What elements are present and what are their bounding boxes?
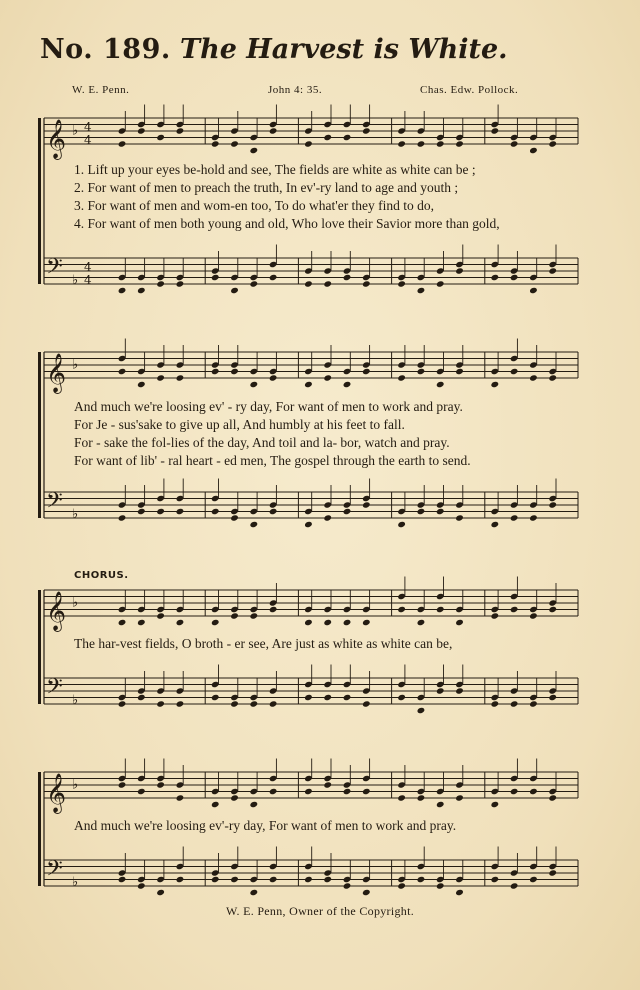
system-2-bass-notehead [436,508,445,515]
system-3-bass-notehead [323,694,332,701]
system-1-treble-notehead [323,134,332,141]
system-3-bass-notehead [491,700,500,707]
system-3-treble-notehead [397,606,406,613]
system-2-treble-notehead [455,368,464,375]
system-3-treble-notehead [417,619,426,626]
system-4-treble-notehead [118,781,127,788]
system-3-flat-sign: ♭ [72,595,79,611]
system-2-bass-notehead [269,508,278,515]
author-credit: Chas. Edw. Pollock. [420,84,519,96]
system-4-bass-notehead [510,882,519,889]
system-3-treble-notehead [118,619,127,626]
system-3-bass-notehead [211,694,220,701]
system-2-bass-notehead [156,508,165,515]
system-2-treble-notehead [323,374,332,381]
system-4-treble-notehead [323,781,332,788]
system-3-treble-notehead [230,612,239,619]
system-2-flat-sign: ♭ [72,357,79,373]
system-4-bass-clef: 𝄢 [46,856,63,887]
system-1-bass-notehead [417,287,426,294]
system-1-treble-notehead [529,147,538,154]
system-2-treble-notehead [118,368,127,375]
system-3-bass-notehead [304,694,313,701]
system-1-bass-notehead [269,274,278,281]
system-1-treble-notehead [491,127,500,134]
system-3-treble-notehead [250,612,259,619]
system-2-treble-clef: 𝄞 [46,353,67,393]
system-4-flat-sign: ♭ [72,875,79,890]
system-3-treble-notehead [362,619,371,626]
system-1-bass-notehead [156,280,165,287]
system-1-bass-notehead [529,287,538,294]
system-4-treble-notehead [548,794,557,801]
system-2-treble-notehead [230,368,239,375]
system-4-treble-notehead [250,801,259,808]
system-2-treble-notehead [211,368,220,375]
system-1-bass-notehead [491,274,500,281]
system-4-treble-notehead [156,781,165,788]
system-4-bass-notehead [417,876,426,883]
system-1-treble-notehead [230,140,239,147]
system-3-bass-notehead [137,694,146,701]
system-2-bass-notehead [491,521,500,528]
system-2-treble-notehead [417,368,426,375]
verse-3-line-1: 3. For want of men and wom-en too, To do what'er they find to do, [74,198,435,213]
system-1-bass-clef: 𝄢 [46,254,63,285]
system-4-treble-notehead [491,801,500,808]
system-1-treble-notehead [211,140,220,147]
system-4-treble-notehead [269,788,278,795]
system-1-bass-notehead [230,287,239,294]
system-1-treble-notehead [362,127,371,134]
system-4-bass-notehead [455,889,464,896]
composer-credit: W. E. Penn. [72,84,130,96]
system-3-bass-clef: 𝄢 [46,674,63,705]
system-1-bass-notehead [436,280,445,287]
system-2-treble-notehead [397,374,406,381]
system-2-treble-notehead [343,381,352,388]
system-4-bass-notehead [436,882,445,889]
system-2-treble-notehead [510,368,519,375]
system-4-bass-notehead [250,889,259,896]
system-4-bass-notehead [362,889,371,896]
system-2-bass-notehead [417,508,426,515]
system-3-bass-notehead [362,700,371,707]
verse-1-line-1: 1. Lift up your eyes be-hold and see, The fields are white as white can be ; [74,162,476,177]
hymn-number: No. 189. [40,34,171,65]
system-3-brace [38,590,41,704]
system-4-bass-notehead [397,882,406,889]
system-2-bass-notehead [230,514,239,521]
system-1-bass-notehead [211,274,220,281]
system-1-treble-notehead [397,140,406,147]
system-2-brace [38,352,41,518]
system-2-treble-notehead [269,374,278,381]
system-4-treble-notehead [211,801,220,808]
system-3-bass-notehead [118,700,127,707]
verse-2-line-2: For Je - sus'sake to give up all, And humbly at his feet to fall. [74,417,405,432]
system-1-flat-sign: ♭ [72,273,79,288]
copyright-notice: W. E. Penn, Owner of the Copyright. [225,904,415,918]
system-2-bass-notehead [362,501,371,508]
system-4-treble-clef: 𝄞 [46,773,67,813]
system-3-treble-notehead [548,606,557,613]
system-1-brace [38,118,41,284]
system-1-treble-notehead [548,140,557,147]
system-1-treble-notehead [510,140,519,147]
system-1-time-signature: 4 [84,260,92,274]
system-2-bass-notehead [211,508,220,515]
system-3-bass-notehead [397,694,406,701]
system-4-treble-notehead [510,788,519,795]
system-1-bass-notehead [362,280,371,287]
hymn-title: The Harvest is White. [180,34,508,65]
system-2-treble-notehead [250,381,259,388]
system-2-bass-notehead [323,514,332,521]
chorus-lyric-line: The har-vest fields, O broth - er see, Are just as white as white can be, [74,636,453,651]
system-1-bass-notehead [548,267,557,274]
system-2-treble-notehead [304,381,313,388]
system-4-flat-sign: ♭ [72,777,79,793]
system-4-brace [38,772,41,886]
system-3-treble-notehead [211,619,220,626]
system-1-bass-notehead [137,287,146,294]
system-3-treble-notehead [343,619,352,626]
system-2-treble-notehead [362,368,371,375]
system-3-treble-notehead [156,612,165,619]
system-4-bass-notehead [529,876,538,883]
system-3-bass-notehead [548,694,557,701]
system-2-flat-sign: ♭ [72,507,79,522]
system-1-bass-notehead [397,280,406,287]
system-1-treble-notehead [250,147,259,154]
system-2-bass-notehead [529,514,538,521]
system-1-bass-notehead [323,280,332,287]
system-3-bass-notehead [250,700,259,707]
verse-4-line-1: 4. For want of men both young and old, Who love their Savior more than gold, [74,216,500,231]
system-2-bass-notehead [343,508,352,515]
system-1-bass-notehead [510,274,519,281]
system-1-time-signature: 4 [84,120,92,134]
final-lyric-line: And much we're loosing ev'-ry day, For want of men to work and pray. [74,818,457,833]
system-2-bass-notehead [397,521,406,528]
system-2-treble-notehead [156,374,165,381]
system-3-bass-notehead [436,687,445,694]
system-2-bass-notehead [118,514,127,521]
system-1-treble-clef: 𝄞 [46,119,67,159]
system-4-treble-notehead [343,788,352,795]
system-3-flat-sign: ♭ [72,693,79,708]
system-4-treble-notehead [176,794,185,801]
verse-4-line-2: For want of lib' - ral heart - ed men, The gospel through the earth to send. [74,453,471,468]
system-3-treble-notehead [510,606,519,613]
system-1-treble-notehead [343,134,352,141]
verse-1-line-2: And much we're loosing ev' - ry day, For want of men to work and pray. [74,399,463,414]
system-3-bass-notehead [176,700,185,707]
system-4-treble-notehead [137,788,146,795]
system-4-bass-notehead [304,876,313,883]
system-4-treble-notehead [304,788,313,795]
system-4-treble-notehead [455,794,464,801]
system-3-bass-notehead [529,700,538,707]
system-3-bass-notehead [343,694,352,701]
system-3-treble-notehead [436,606,445,613]
system-3-treble-notehead [304,619,313,626]
system-3-bass-notehead [269,700,278,707]
system-2-bass-notehead [137,508,146,515]
system-1-treble-notehead [137,127,146,134]
system-1-bass-notehead [304,280,313,287]
system-4-bass-notehead [137,882,146,889]
system-2-bass-notehead [510,514,519,521]
system-2-treble-notehead [137,381,146,388]
system-2-treble-notehead [529,374,538,381]
system-1-treble-notehead [156,134,165,141]
system-3-treble-notehead [137,619,146,626]
system-1-treble-notehead [269,127,278,134]
system-2-treble-notehead [176,374,185,381]
system-2-bass-notehead [176,508,185,515]
system-3-treble-clef: 𝄞 [46,591,67,631]
system-3-bass-notehead [156,700,165,707]
system-4-bass-notehead [156,889,165,896]
system-1-treble-notehead [118,140,127,147]
system-4-treble-notehead [436,801,445,808]
system-3-bass-notehead [510,700,519,707]
system-4-bass-notehead [118,876,127,883]
system-4-treble-notehead [362,788,371,795]
system-4-bass-notehead [230,876,239,883]
system-2-bass-clef: 𝄢 [46,488,63,519]
system-2-treble-notehead [436,381,445,388]
system-3-treble-notehead [455,619,464,626]
system-1-treble-notehead [436,140,445,147]
system-1-treble-notehead [176,127,185,134]
system-1-treble-notehead [455,140,464,147]
system-4-treble-notehead [529,788,538,795]
system-3-treble-notehead [269,606,278,613]
system-1-treble-notehead [304,140,313,147]
system-3-bass-notehead [230,700,239,707]
system-3-treble-notehead [323,619,332,626]
system-1-bass-notehead [118,287,127,294]
system-1-bass-notehead [250,280,259,287]
verse-2-line-1: 2. For want of men to preach the truth, In ev'-ry land to age and youth ; [74,180,459,195]
system-2-bass-notehead [455,514,464,521]
system-2-bass-notehead [250,521,259,528]
system-3-treble-notehead [529,612,538,619]
system-4-treble-notehead [397,794,406,801]
system-3-bass-notehead [417,707,426,714]
system-1-bass-notehead [343,274,352,281]
system-1-treble-notehead [417,140,426,147]
system-2-bass-notehead [304,521,313,528]
system-1-flat-sign: ♭ [72,123,79,139]
verse-3-line-2: For - sake the fol-lies of the day, And toil and la- bor, watch and pray. [74,435,450,450]
system-4-bass-notehead [548,869,557,876]
system-1-bass-notehead [455,267,464,274]
system-4-treble-notehead [417,794,426,801]
system-2-treble-notehead [491,381,500,388]
system-4-bass-notehead [343,882,352,889]
system-3-bass-notehead [455,687,464,694]
system-1-bass-notehead [176,280,185,287]
system-4-treble-notehead [230,794,239,801]
system-3-treble-notehead [491,612,500,619]
chorus-label: CHORUS. [74,570,129,581]
system-4-bass-notehead [323,876,332,883]
system-4-bass-notehead [491,876,500,883]
system-1-time-signature: 4 [84,273,92,287]
system-4-bass-notehead [211,876,220,883]
system-2-bass-notehead [548,501,557,508]
system-3-treble-notehead [176,619,185,626]
system-4-bass-notehead [176,876,185,883]
system-1-time-signature: 4 [84,133,92,147]
system-2-treble-notehead [548,374,557,381]
system-4-bass-notehead [269,876,278,883]
scripture-reference: John 4: 35. [268,84,323,96]
